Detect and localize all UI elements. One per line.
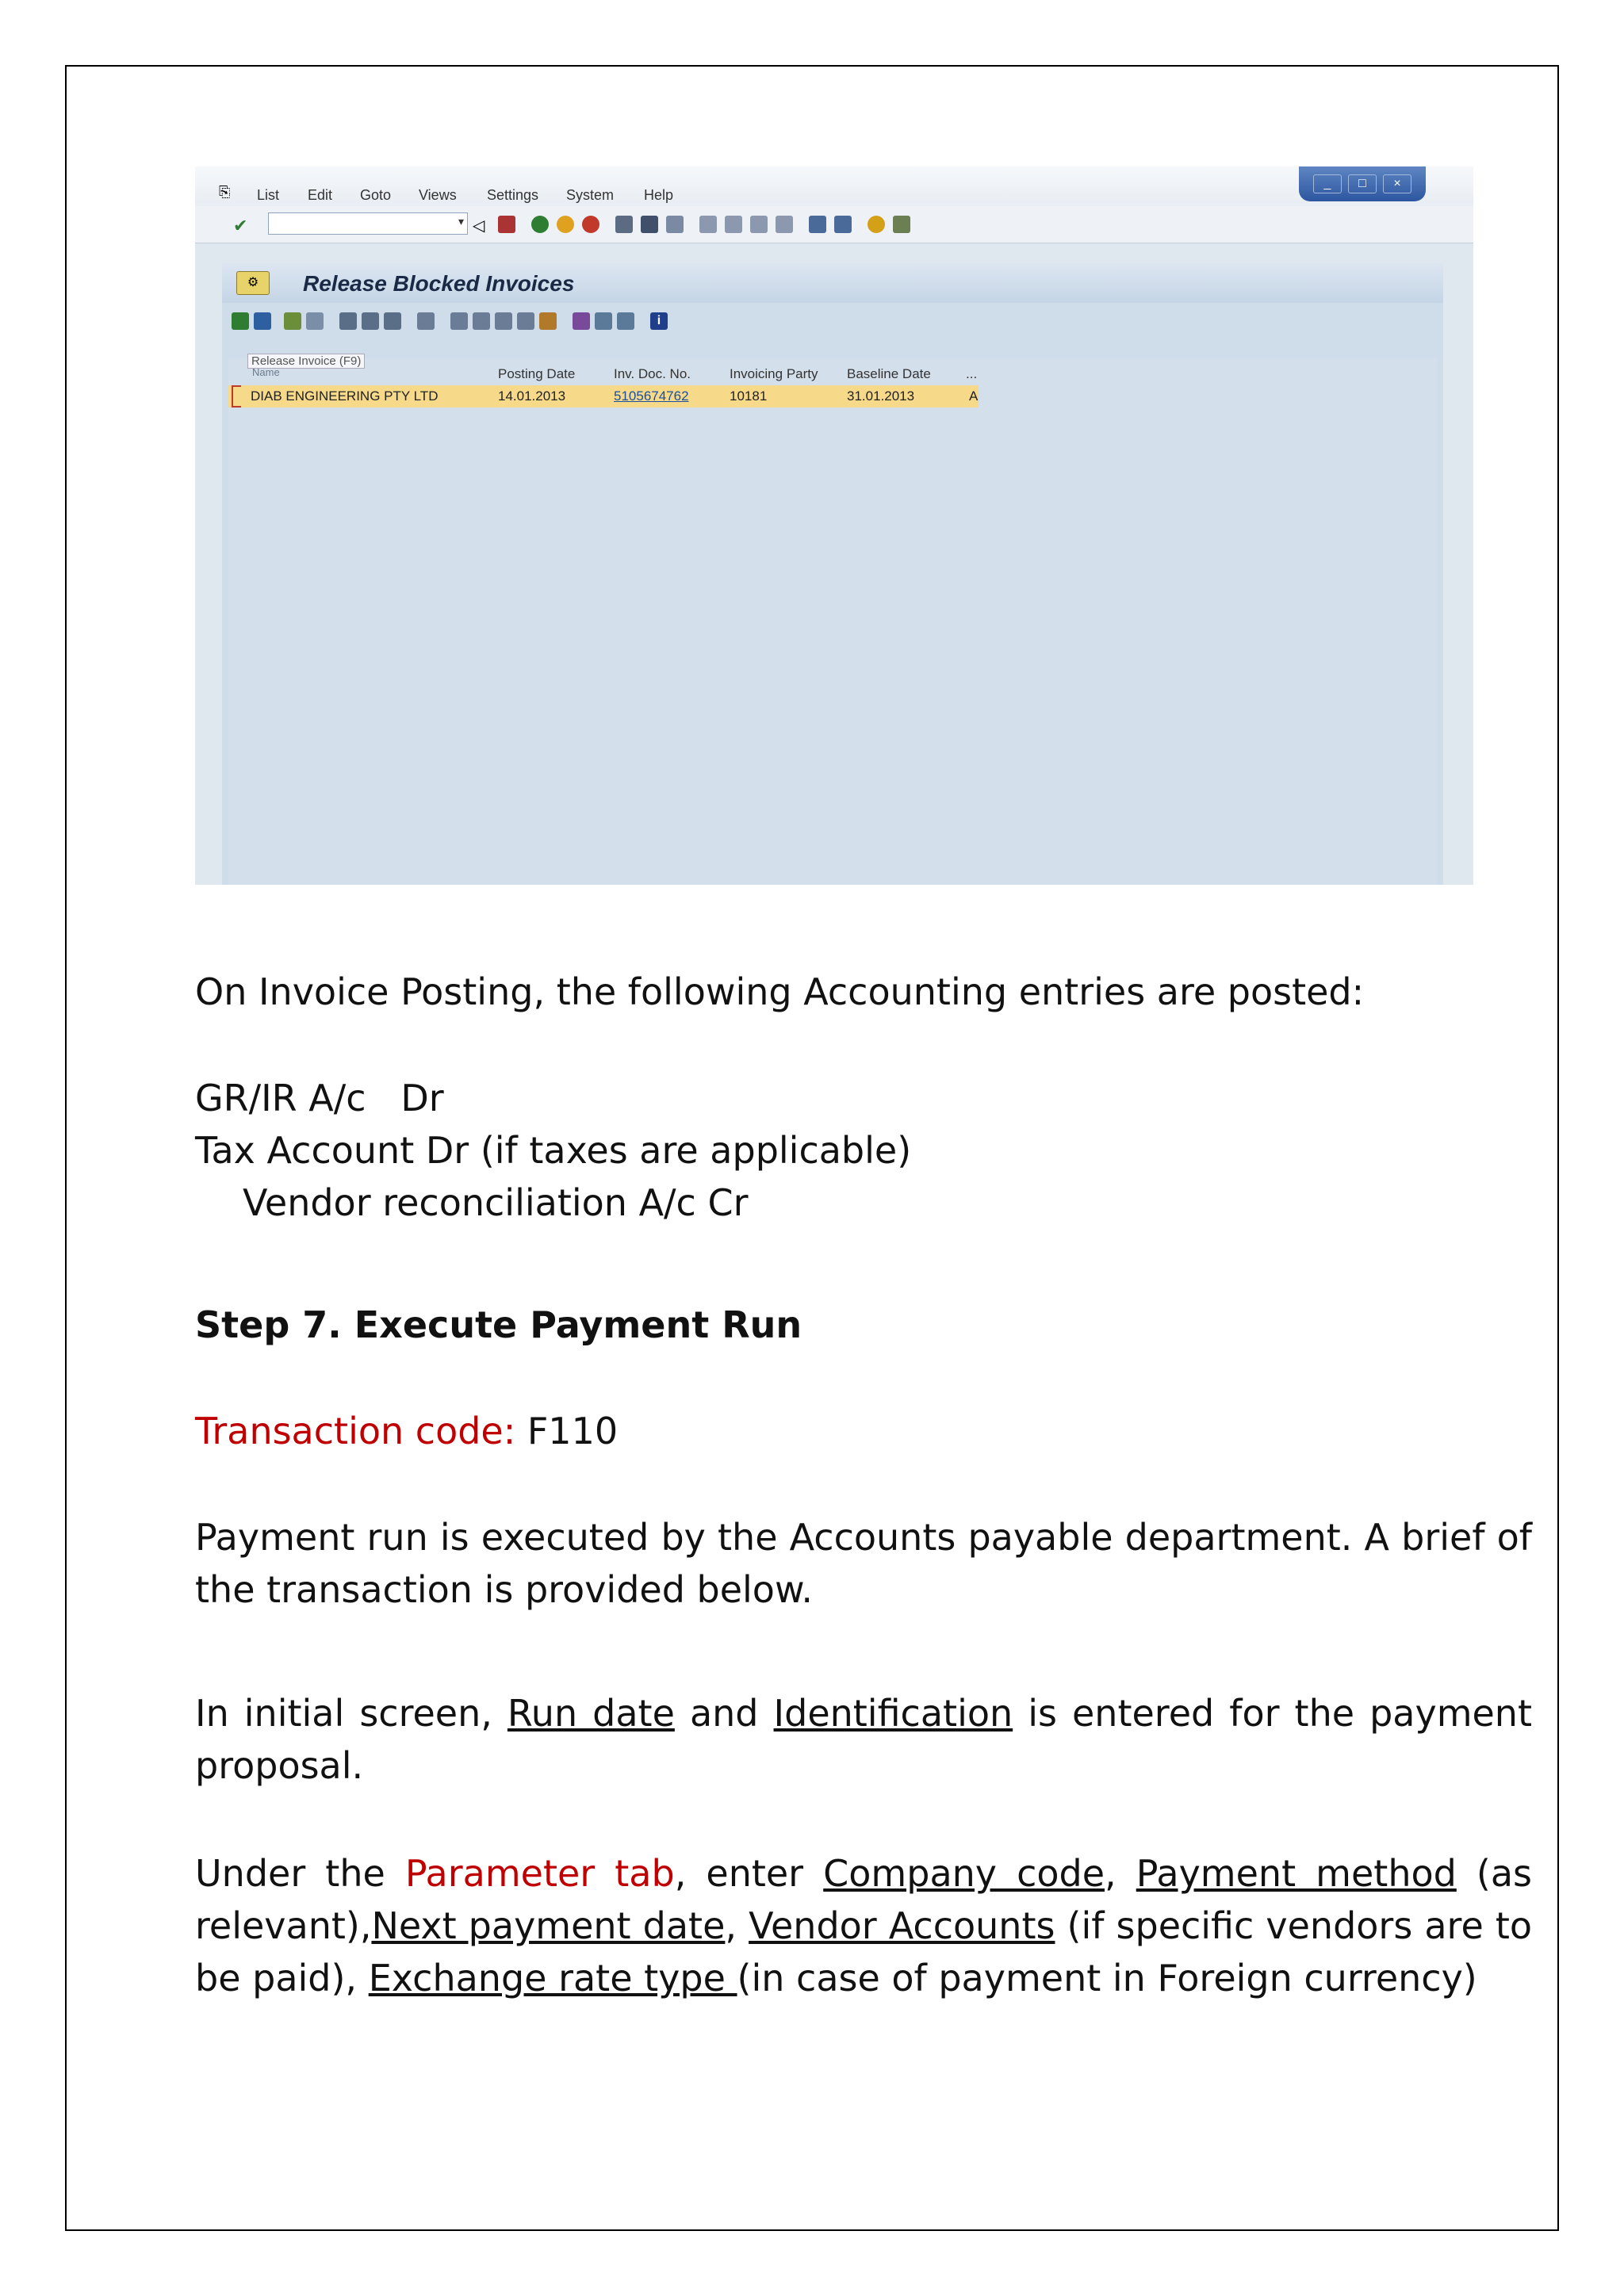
cell-inv-doc-no-link[interactable]: 5105674762 <box>614 388 689 404</box>
select-all-icon[interactable] <box>284 312 301 330</box>
text-fragment: , <box>1105 1852 1136 1895</box>
text-fragment: In initial screen, <box>195 1692 508 1735</box>
text-fragment: (if specific vendors are to be paid), <box>195 1904 1532 1999</box>
exit-icon[interactable] <box>557 216 574 233</box>
cell-name: DIAB ENGINEERING PTY LTD <box>251 388 439 404</box>
close-button[interactable]: × <box>1383 174 1411 193</box>
command-field[interactable] <box>268 212 468 235</box>
title-bar <box>222 263 1443 303</box>
text-fragment: , enter <box>674 1852 824 1895</box>
enter-check-icon[interactable]: ✔ <box>233 216 248 235</box>
transaction-code-value: F110 <box>527 1410 619 1452</box>
menu-edit[interactable]: Edit <box>308 187 333 203</box>
save-layout-icon[interactable] <box>617 312 634 330</box>
step-heading: Step 7. Execute Payment Run <box>195 1303 802 1346</box>
help-icon[interactable] <box>868 216 885 233</box>
term-run-date: Run date <box>507 1692 675 1735</box>
table-row[interactable] <box>228 385 979 408</box>
term-exchange-rate-type: Exchange rate type <box>368 1957 737 1999</box>
back-icon[interactable] <box>531 216 549 233</box>
first-page-icon[interactable] <box>699 216 717 233</box>
column-header-inv-doc-no[interactable]: Inv. Doc. No. <box>614 366 691 381</box>
text-fragment: , <box>725 1904 749 1947</box>
page-title: Release Blocked Invoices <box>303 271 575 296</box>
release-invoices-panel <box>222 263 1443 885</box>
sap-menu-bar <box>195 166 1473 206</box>
graphic-icon[interactable] <box>517 312 534 330</box>
select-layout-icon[interactable] <box>595 312 612 330</box>
menu-help[interactable]: Help <box>644 187 674 203</box>
text-fragment: (in case of payment in Foreign currency) <box>737 1957 1477 1999</box>
term-identification: Identification <box>773 1692 1013 1735</box>
sap-screenshot <box>195 166 1473 885</box>
refresh-icon[interactable] <box>417 312 435 330</box>
payment-run-paragraph: Payment run is executed by the Accounts payable department. A brief of the transaction is provided below. <box>195 1516 1532 1611</box>
sort-descending-icon[interactable] <box>362 312 379 330</box>
initial-screen-paragraph <box>195 1687 1532 1792</box>
column-header-name[interactable]: Name <box>252 366 280 378</box>
row-selector[interactable] <box>232 385 241 408</box>
find-icon[interactable] <box>641 216 658 233</box>
display-icon[interactable] <box>254 312 271 330</box>
release-invoice-icon[interactable] <box>232 312 249 330</box>
filter-icon[interactable] <box>384 312 401 330</box>
cancel-icon[interactable] <box>582 216 599 233</box>
tooltip-release-invoice: Release Invoice (F9) <box>247 354 365 369</box>
menu-system[interactable]: System <box>566 187 615 203</box>
entry-gr-ir: GR/IR A/c Dr <box>195 1077 444 1119</box>
previous-page-icon[interactable] <box>725 216 742 233</box>
intro-paragraph: On Invoice Posting, the following Accounting entries are posted: <box>195 970 1365 1013</box>
sort-ascending-icon[interactable] <box>339 312 357 330</box>
menu-goto[interactable]: Goto <box>360 187 392 203</box>
find-next-icon[interactable] <box>666 216 684 233</box>
term-parameter-tab: Parameter tab <box>404 1852 675 1895</box>
term-payment-method: Payment method <box>1136 1852 1457 1895</box>
create-session-icon[interactable] <box>809 216 826 233</box>
entry-vendor-reconciliation: Vendor reconciliation A/c Cr <box>243 1181 749 1224</box>
export-icon[interactable] <box>473 312 490 330</box>
next-page-icon[interactable] <box>750 216 768 233</box>
entry-tax-account: Tax Account Dr (if taxes are applicable) <box>195 1129 912 1172</box>
window-controls <box>1299 166 1426 201</box>
cell-posting-date: 14.01.2013 <box>498 388 566 404</box>
mail-icon[interactable] <box>495 312 512 330</box>
layout-menu-icon[interactable] <box>893 216 910 233</box>
column-header-baseline-date[interactable]: Baseline Date <box>847 366 931 381</box>
info-icon[interactable]: i <box>650 312 668 330</box>
cell-flag: A <box>969 388 979 404</box>
minimize-button[interactable]: _ <box>1313 174 1342 193</box>
last-page-icon[interactable] <box>776 216 793 233</box>
menu-list[interactable]: List <box>257 187 280 203</box>
column-header-more[interactable]: ... <box>966 366 978 381</box>
transaction-icon: ⚙ <box>236 271 270 295</box>
parameter-tab-paragraph <box>195 1847 1532 2004</box>
maximize-button[interactable]: □ <box>1348 174 1377 193</box>
application-toolbar <box>222 306 1443 338</box>
text-fragment: Under the <box>195 1852 405 1895</box>
menu-views[interactable]: Views <box>419 187 457 203</box>
cell-baseline-date: 31.01.2013 <box>847 388 915 404</box>
text-fragment: and <box>674 1692 774 1735</box>
term-next-payment-date: Next payment date <box>371 1904 726 1947</box>
invoice-grid <box>228 354 1437 885</box>
standard-toolbar <box>195 206 1473 243</box>
text-fragment: (as relevant), <box>195 1852 1532 1947</box>
print-icon[interactable] <box>615 216 633 233</box>
transaction-code-label: Transaction code: <box>195 1410 516 1452</box>
transaction-code-line <box>195 1405 618 1457</box>
change-layout-icon[interactable] <box>573 312 590 330</box>
menu-settings[interactable]: Settings <box>487 187 539 203</box>
cell-invoicing-party: 10181 <box>730 388 768 404</box>
chevron-down-icon[interactable]: ▾ <box>458 215 464 228</box>
menu-icon[interactable]: ⎘ <box>219 184 231 200</box>
column-header-invoicing-party[interactable]: Invoicing Party <box>730 366 818 381</box>
term-company-code: Company code <box>823 1852 1105 1895</box>
print-preview-icon[interactable] <box>450 312 468 330</box>
shortcut-icon[interactable] <box>834 216 852 233</box>
term-vendor-accounts: Vendor Accounts <box>749 1904 1055 1947</box>
text-fragment: is entered for the payment proposal. <box>195 1692 1532 1787</box>
save-icon[interactable] <box>498 216 515 233</box>
back-arrow-icon[interactable]: ◁ <box>473 217 485 235</box>
column-header-posting-date[interactable]: Posting Date <box>498 366 576 381</box>
abc-analysis-icon[interactable] <box>539 312 557 330</box>
deselect-all-icon[interactable] <box>306 312 324 330</box>
